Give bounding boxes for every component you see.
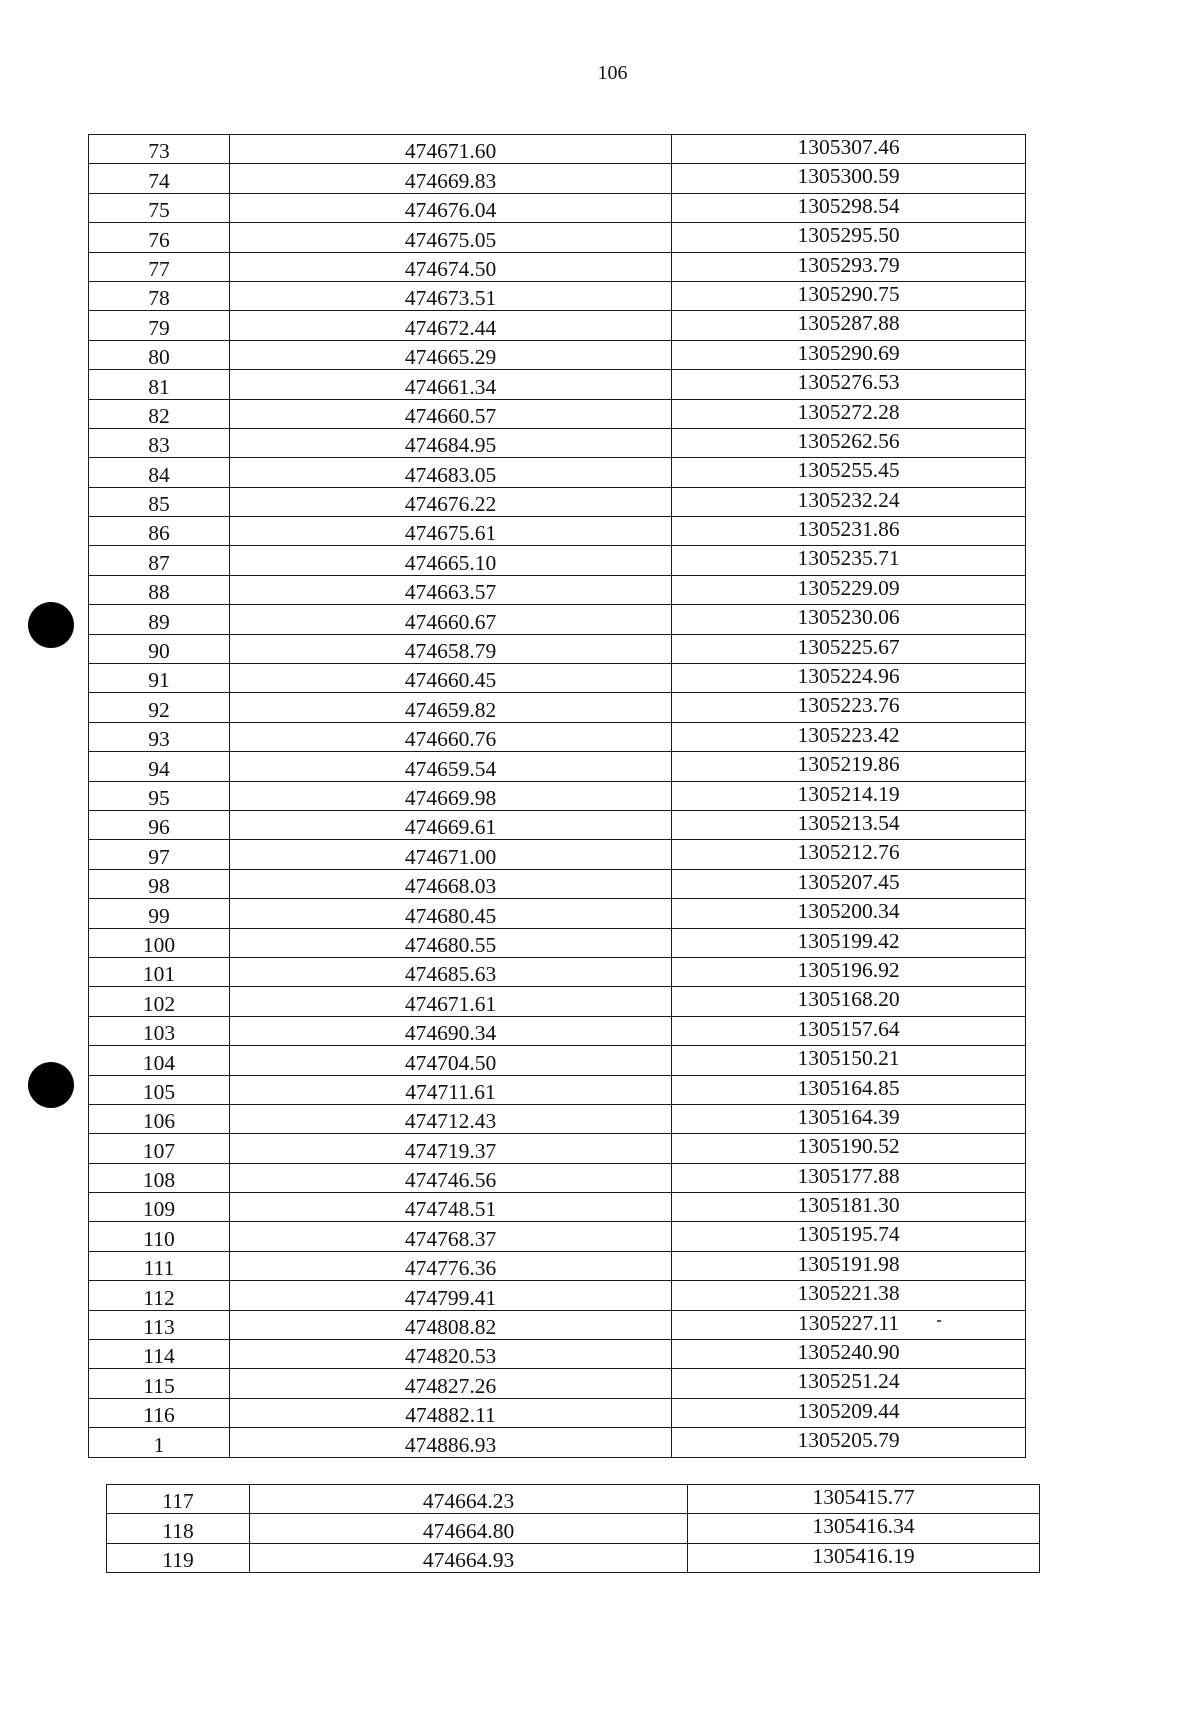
table-row — [89, 928, 1026, 957]
x-coordinate-cell: 474660.45 — [230, 664, 672, 693]
table-row — [89, 370, 1026, 399]
table-row — [89, 752, 1026, 781]
y-coordinate-cell: 1305307.46 — [672, 135, 1026, 164]
table-row — [89, 634, 1026, 663]
y-coordinate-cell: 1305225.67 — [672, 634, 1026, 663]
x-coordinate-cell: 474660.57 — [230, 399, 672, 428]
point-number-cell: 112 — [89, 1281, 230, 1310]
point-number-cell: 73 — [89, 135, 230, 164]
table-row — [89, 781, 1026, 810]
table-row — [89, 1104, 1026, 1133]
x-coordinate-cell: 474669.98 — [230, 781, 672, 810]
point-number-cell: 105 — [89, 1075, 230, 1104]
x-coordinate-cell: 474711.61 — [230, 1075, 672, 1104]
x-coordinate-cell: 474712.43 — [230, 1104, 672, 1133]
x-coordinate-cell: 474886.93 — [230, 1428, 672, 1457]
table-row — [89, 428, 1026, 457]
table-row — [89, 340, 1026, 369]
y-coordinate-cell: 1305290.69 — [672, 340, 1026, 369]
x-coordinate-cell: 474776.36 — [230, 1251, 672, 1280]
table-row — [89, 487, 1026, 516]
x-coordinate-cell: 474685.63 — [230, 957, 672, 986]
coordinates-table-second — [106, 1484, 1040, 1573]
y-coordinate-cell: 1305150.21 — [672, 1046, 1026, 1075]
y-coordinate-cell: 1305293.79 — [672, 252, 1026, 281]
y-coordinate-cell: 1305300.59 — [672, 164, 1026, 193]
coordinates-table-main-body — [89, 135, 1026, 1458]
y-coordinate-cell: 1305290.75 — [672, 281, 1026, 310]
x-coordinate-cell: 474661.34 — [230, 370, 672, 399]
table-row — [89, 546, 1026, 575]
y-coordinate-cell: 1305229.09 — [672, 575, 1026, 604]
table-row — [89, 1428, 1026, 1457]
x-coordinate-cell: 474668.03 — [230, 869, 672, 898]
y-coordinate-cell: 1305231.86 — [672, 517, 1026, 546]
coordinates-table-main — [88, 134, 1026, 1458]
table-row — [89, 164, 1026, 193]
point-number-cell: 77 — [89, 252, 230, 281]
table-row — [89, 1134, 1026, 1163]
table-row — [89, 193, 1026, 222]
table-row — [107, 1485, 1040, 1514]
point-number-cell: 82 — [89, 399, 230, 428]
point-number-cell: 116 — [89, 1398, 230, 1427]
coordinates-table-second-body — [107, 1485, 1040, 1573]
point-number-cell: 108 — [89, 1163, 230, 1192]
y-coordinate-cell: 1305235.71 — [672, 546, 1026, 575]
x-coordinate-cell: 474663.57 — [230, 575, 672, 604]
table-row — [89, 1369, 1026, 1398]
table-row — [89, 1075, 1026, 1104]
point-number-cell: 106 — [89, 1104, 230, 1133]
point-number-cell: 76 — [89, 223, 230, 252]
point-number-cell: 81 — [89, 370, 230, 399]
table-row — [89, 987, 1026, 1016]
point-number-cell: 113 — [89, 1310, 230, 1339]
table-row — [89, 722, 1026, 751]
x-coordinate-cell: 474665.29 — [230, 340, 672, 369]
page-number: 106 — [597, 62, 628, 84]
y-coordinate-cell: 1305295.50 — [672, 223, 1026, 252]
x-coordinate-cell: 474675.61 — [230, 517, 672, 546]
x-coordinate-cell: 474676.04 — [230, 193, 672, 222]
y-coordinate-cell: 1305227.11 — [672, 1310, 1026, 1339]
table-row — [89, 899, 1026, 928]
table-row — [89, 575, 1026, 604]
x-coordinate-cell: 474882.11 — [230, 1398, 672, 1427]
x-coordinate-cell: 474672.44 — [230, 311, 672, 340]
punch-hole-bottom — [28, 1062, 74, 1108]
y-coordinate-cell: 1305287.88 — [672, 311, 1026, 340]
table-row — [89, 517, 1026, 546]
y-coordinate-cell: 1305230.06 — [672, 605, 1026, 634]
table-row — [89, 311, 1026, 340]
point-number-cell: 96 — [89, 810, 230, 839]
table-row — [89, 458, 1026, 487]
point-number-cell: 79 — [89, 311, 230, 340]
x-coordinate-cell: 474659.82 — [230, 693, 672, 722]
table-row — [89, 605, 1026, 634]
y-coordinate-cell: 1305205.79 — [672, 1428, 1026, 1457]
x-coordinate-cell: 474673.51 — [230, 281, 672, 310]
x-coordinate-cell: 474799.41 — [230, 1281, 672, 1310]
table-row — [89, 252, 1026, 281]
x-coordinate-cell: 474669.83 — [230, 164, 672, 193]
x-coordinate-cell: 474664.93 — [250, 1543, 688, 1572]
table-row — [89, 1016, 1026, 1045]
y-coordinate-cell: 1305221.38 — [672, 1281, 1026, 1310]
table-row — [89, 810, 1026, 839]
y-coordinate-cell: 1305219.86 — [672, 752, 1026, 781]
point-number-cell: 85 — [89, 487, 230, 516]
x-coordinate-cell: 474684.95 — [230, 428, 672, 457]
table-row — [89, 135, 1026, 164]
x-coordinate-cell: 474675.05 — [230, 223, 672, 252]
x-coordinate-cell: 474660.67 — [230, 605, 672, 634]
y-coordinate-cell: 1305164.39 — [672, 1104, 1026, 1133]
point-number-cell: 94 — [89, 752, 230, 781]
point-number-cell: 1 — [89, 1428, 230, 1457]
point-number-cell: 88 — [89, 575, 230, 604]
point-number-cell: 104 — [89, 1046, 230, 1075]
point-number-cell: 75 — [89, 193, 230, 222]
table-row — [89, 281, 1026, 310]
y-coordinate-cell: 1305272.28 — [672, 399, 1026, 428]
point-number-cell: 84 — [89, 458, 230, 487]
point-number-cell: 114 — [89, 1340, 230, 1369]
point-number-cell: 90 — [89, 634, 230, 663]
x-coordinate-cell: 474680.45 — [230, 899, 672, 928]
y-coordinate-cell: 1305276.53 — [672, 370, 1026, 399]
x-coordinate-cell: 474768.37 — [230, 1222, 672, 1251]
point-number-cell: 118 — [107, 1514, 250, 1543]
point-number-cell: 89 — [89, 605, 230, 634]
point-number-cell: 80 — [89, 340, 230, 369]
table-row — [89, 1310, 1026, 1339]
table-row — [89, 399, 1026, 428]
x-coordinate-cell: 474746.56 — [230, 1163, 672, 1192]
point-number-cell: 78 — [89, 281, 230, 310]
point-number-cell: 103 — [89, 1016, 230, 1045]
point-number-cell: 97 — [89, 840, 230, 869]
table-row — [89, 1251, 1026, 1280]
point-number-cell: 102 — [89, 987, 230, 1016]
point-number-cell: 83 — [89, 428, 230, 457]
y-coordinate-cell: 1305298.54 — [672, 193, 1026, 222]
x-coordinate-cell: 474674.50 — [230, 252, 672, 281]
y-coordinate-cell: 1305209.44 — [672, 1398, 1026, 1427]
table-row — [89, 1281, 1026, 1310]
table-row — [107, 1514, 1040, 1543]
y-coordinate-cell: 1305200.34 — [672, 899, 1026, 928]
y-coordinate-cell: 1305262.56 — [672, 428, 1026, 457]
x-coordinate-cell: 474664.80 — [250, 1514, 688, 1543]
table-row — [89, 1398, 1026, 1427]
punch-hole-top — [28, 602, 74, 648]
point-number-cell: 115 — [89, 1369, 230, 1398]
x-coordinate-cell: 474671.00 — [230, 840, 672, 869]
y-coordinate-cell: 1305177.88 — [672, 1163, 1026, 1192]
table-row — [89, 664, 1026, 693]
x-coordinate-cell: 474660.76 — [230, 722, 672, 751]
point-number-cell: 119 — [107, 1543, 250, 1572]
point-number-cell: 99 — [89, 899, 230, 928]
point-number-cell: 91 — [89, 664, 230, 693]
y-coordinate-cell: 1305223.42 — [672, 722, 1026, 751]
point-number-cell: 101 — [89, 957, 230, 986]
y-coordinate-cell: 1305199.42 — [672, 928, 1026, 957]
y-coordinate-cell: 1305214.19 — [672, 781, 1026, 810]
y-coordinate-cell: 1305168.20 — [672, 987, 1026, 1016]
table-row — [107, 1543, 1040, 1572]
point-number-cell: 87 — [89, 546, 230, 575]
x-coordinate-cell: 474808.82 — [230, 1310, 672, 1339]
x-coordinate-cell: 474665.10 — [230, 546, 672, 575]
table-row — [89, 957, 1026, 986]
table-row — [89, 693, 1026, 722]
y-coordinate-cell: 1305195.74 — [672, 1222, 1026, 1251]
x-coordinate-cell: 474664.23 — [250, 1485, 688, 1514]
x-coordinate-cell: 474683.05 — [230, 458, 672, 487]
y-coordinate-cell: 1305223.76 — [672, 693, 1026, 722]
point-number-cell: 93 — [89, 722, 230, 751]
point-number-cell: 110 — [89, 1222, 230, 1251]
point-number-cell: 100 — [89, 928, 230, 957]
point-number-cell: 92 — [89, 693, 230, 722]
table-row — [89, 1193, 1026, 1222]
y-coordinate-cell: 1305232.24 — [672, 487, 1026, 516]
y-coordinate-cell: 1305164.85 — [672, 1075, 1026, 1104]
point-number-cell: 74 — [89, 164, 230, 193]
point-number-cell: 86 — [89, 517, 230, 546]
x-coordinate-cell: 474671.60 — [230, 135, 672, 164]
x-coordinate-cell: 474704.50 — [230, 1046, 672, 1075]
table-row — [89, 1222, 1026, 1251]
y-coordinate-cell: 1305191.98 — [672, 1251, 1026, 1280]
y-coordinate-cell: 1305416.34 — [688, 1514, 1040, 1543]
y-coordinate-cell: 1305157.64 — [672, 1016, 1026, 1045]
x-coordinate-cell: 474719.37 — [230, 1134, 672, 1163]
x-coordinate-cell: 474659.54 — [230, 752, 672, 781]
x-coordinate-cell: 474676.22 — [230, 487, 672, 516]
table-row — [89, 840, 1026, 869]
point-number-cell: 98 — [89, 869, 230, 898]
y-coordinate-cell: 1305181.30 — [672, 1193, 1026, 1222]
table-row — [89, 869, 1026, 898]
x-coordinate-cell: 474820.53 — [230, 1340, 672, 1369]
point-number-cell: 109 — [89, 1193, 230, 1222]
y-coordinate-cell: 1305196.92 — [672, 957, 1026, 986]
x-coordinate-cell: 474671.61 — [230, 987, 672, 1016]
x-coordinate-cell: 474748.51 — [230, 1193, 672, 1222]
point-number-cell: 117 — [107, 1485, 250, 1514]
y-coordinate-cell: 1305212.76 — [672, 840, 1026, 869]
y-coordinate-cell: 1305416.19 — [688, 1543, 1040, 1572]
point-number-cell: 95 — [89, 781, 230, 810]
x-coordinate-cell: 474827.26 — [230, 1369, 672, 1398]
table-row — [89, 1046, 1026, 1075]
x-coordinate-cell: 474658.79 — [230, 634, 672, 663]
table-row — [89, 1163, 1026, 1192]
x-coordinate-cell: 474669.61 — [230, 810, 672, 839]
x-coordinate-cell: 474690.34 — [230, 1016, 672, 1045]
point-number-cell: 111 — [89, 1251, 230, 1280]
y-coordinate-cell: 1305224.96 — [672, 664, 1026, 693]
x-coordinate-cell: 474680.55 — [230, 928, 672, 957]
y-coordinate-cell: 1305240.90 — [672, 1340, 1026, 1369]
point-number-cell: 107 — [89, 1134, 230, 1163]
table-row — [89, 1340, 1026, 1369]
y-coordinate-cell: 1305213.54 — [672, 810, 1026, 839]
table-row — [89, 223, 1026, 252]
y-coordinate-cell: 1305255.45 — [672, 458, 1026, 487]
y-coordinate-cell: 1305251.24 — [672, 1369, 1026, 1398]
y-coordinate-cell: 1305207.45 — [672, 869, 1026, 898]
y-coordinate-cell: 1305415.77 — [688, 1485, 1040, 1514]
y-coordinate-cell: 1305190.52 — [672, 1134, 1026, 1163]
